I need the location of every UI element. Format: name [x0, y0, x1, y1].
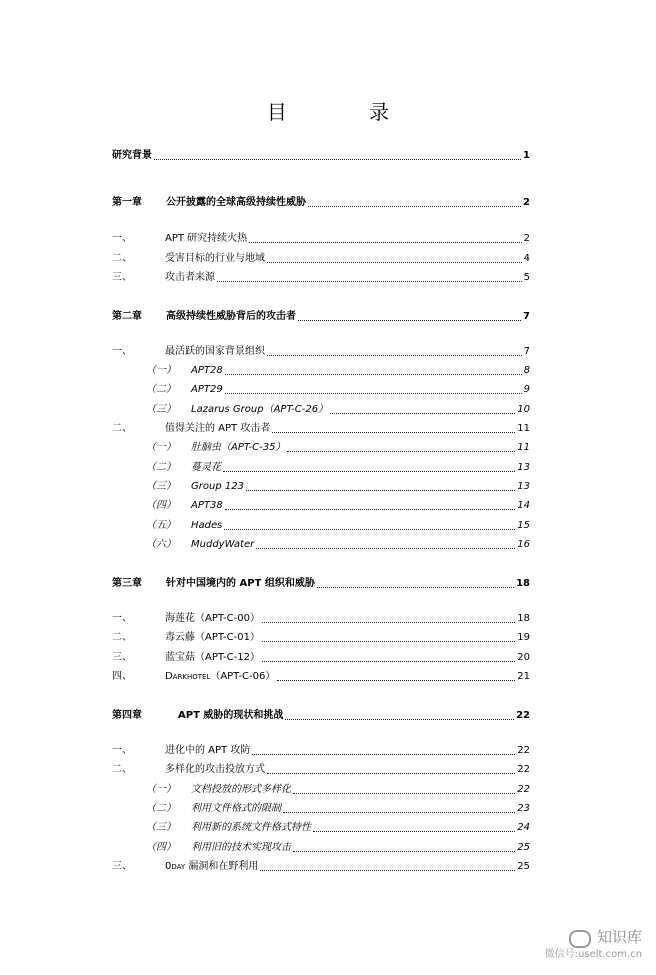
toc-entry[interactable] [112, 150, 530, 162]
toc-page: 18 [517, 613, 530, 624]
toc-label: 利用新的系统文件格式特性 [191, 822, 311, 833]
toc-entry[interactable] [112, 197, 530, 209]
toc-page: 18 [516, 578, 530, 589]
toc-page: 7 [523, 311, 530, 322]
toc-entry[interactable] [146, 442, 530, 454]
toc-label: 受害目标的行业与地域 [165, 253, 265, 264]
toc-number: （四） [146, 842, 176, 853]
toc-label: APT28 [191, 365, 223, 376]
toc-page: 15 [517, 520, 530, 531]
toc-entry[interactable] [112, 632, 530, 644]
toc-page: 2 [523, 233, 530, 244]
toc-number: 第四章 [112, 710, 142, 721]
toc-label: 蔓灵花 [191, 462, 221, 473]
toc-number: （一） [146, 784, 176, 795]
toc-page: 8 [523, 365, 530, 376]
toc-label: 利用文件格式的限制 [191, 803, 281, 814]
toc-entry[interactable] [146, 404, 530, 416]
toc-label: 值得关注的 APT 攻击者 [165, 423, 271, 434]
toc-number: 三、 [112, 272, 132, 283]
toc-entry[interactable] [112, 346, 530, 358]
toc-label: APT38 [191, 500, 223, 511]
toc-number: 第二章 [112, 311, 142, 322]
toc-page: 4 [523, 253, 530, 264]
toc-label: 最活跃的国家背景组织 [165, 346, 265, 357]
toc-number: （二） [146, 384, 176, 395]
toc-label: APT 研究持续火热 [165, 233, 248, 244]
toc-label: 海莲花（APT-C-00） [165, 613, 260, 624]
wechat-icon [569, 930, 591, 948]
toc-entry[interactable] [112, 272, 530, 284]
toc-entry[interactable] [112, 671, 530, 683]
toc-entry[interactable] [146, 365, 530, 377]
toc-page: 5 [523, 272, 530, 283]
toc-number: 二、 [112, 764, 132, 775]
toc-label: 多样化的攻击投放方式 [165, 764, 265, 775]
watermark-sub: 微信号:uselt.com.cn [544, 949, 642, 960]
toc-label: 研究背景 [112, 150, 152, 161]
toc-label: 文档投放的形式多样化 [191, 784, 291, 795]
toc-number: 一、 [112, 233, 132, 244]
toc-number: （一） [146, 365, 176, 376]
toc-label: 高级持续性威胁背后的攻击者 [166, 311, 296, 322]
toc-entry[interactable] [146, 539, 530, 551]
toc-page: 22 [517, 745, 530, 756]
toc-page: 19 [517, 632, 530, 643]
toc-label: Lazarus Group（APT-C-26） [191, 404, 329, 415]
toc-number: （四） [146, 500, 176, 511]
toc-entry[interactable] [112, 764, 530, 776]
toc-label: 攻击者来源 [165, 272, 215, 283]
toc-page: 13 [517, 462, 530, 473]
toc-number: （三） [146, 822, 176, 833]
toc-number: 第三章 [112, 578, 142, 589]
toc-page: 14 [517, 500, 530, 511]
toc-label: APT29 [191, 384, 223, 395]
toc-entry[interactable] [146, 384, 530, 396]
toc-page: 1 [523, 150, 530, 161]
toc-page: 22 [517, 764, 530, 775]
page-title: 目 录 [266, 100, 428, 124]
toc-entry[interactable] [112, 710, 530, 722]
toc-number: （二） [146, 462, 176, 473]
toc-entry[interactable] [112, 423, 530, 435]
toc-number: 一、 [112, 613, 132, 624]
toc-page: 23 [517, 803, 530, 814]
toc-label: 针对中国境内的 APT 组织和威胁 [166, 578, 315, 589]
toc-page: 22 [516, 710, 530, 721]
toc-number: 一、 [112, 346, 132, 357]
toc-page: 11 [517, 423, 530, 434]
toc-page: 11 [517, 442, 530, 453]
toc-page: 9 [523, 384, 530, 395]
toc-page: 21 [517, 671, 530, 682]
toc-page: 22 [517, 784, 530, 795]
toc-label: Group 123 [191, 481, 244, 492]
watermark [545, 930, 642, 961]
toc-number: 三、 [112, 652, 132, 663]
toc-page: 25 [517, 861, 530, 872]
toc-entry[interactable] [146, 462, 530, 474]
toc-entry[interactable] [112, 861, 530, 873]
toc-number: 第一章 [112, 197, 142, 208]
toc-entry[interactable] [146, 803, 530, 815]
toc-entry[interactable] [146, 842, 530, 854]
toc-number: （三） [146, 481, 176, 492]
toc-label: APT 威胁的现状和挑战 [178, 710, 284, 721]
toc-entry[interactable] [112, 253, 530, 265]
toc-entry[interactable] [146, 500, 530, 512]
toc-label: 利用旧的技术实现攻击 [191, 842, 291, 853]
toc-number: （一） [146, 442, 176, 453]
toc-page: 10 [517, 404, 530, 415]
toc-entry[interactable] [112, 745, 530, 757]
toc-label: 进化中的 APT 攻防 [165, 745, 251, 756]
toc-entry[interactable] [112, 578, 530, 590]
toc-number: （五） [146, 520, 176, 531]
toc-number: 二、 [112, 423, 132, 434]
toc-number: （三） [146, 404, 176, 415]
toc-label: 蓝宝菇（APT-C-12） [165, 652, 260, 663]
toc-label: 公开披露的全球高级持续性威胁 [166, 197, 306, 208]
toc-number: （二） [146, 803, 176, 814]
toc-page: 20 [517, 652, 530, 663]
toc-label: 0day 漏洞和在野利用 [165, 861, 259, 872]
toc-entry[interactable] [146, 822, 530, 834]
toc-page: 16 [517, 539, 530, 550]
toc-entry[interactable] [146, 481, 530, 493]
toc-page: 24 [517, 822, 530, 833]
toc-page: 2 [523, 197, 530, 208]
toc-label: Hades [191, 520, 223, 531]
toc-number: 二、 [112, 253, 132, 264]
toc-label: 毒云藤（APT-C-01） [165, 632, 260, 643]
toc-label: MuddyWater [191, 539, 255, 550]
toc-label: Darkhotel（APT-C-06） [165, 671, 276, 682]
toc-number: 三、 [112, 861, 132, 872]
toc-number: （六） [146, 539, 176, 550]
toc-entry[interactable] [112, 233, 530, 245]
toc-entry[interactable] [146, 520, 530, 532]
toc-label: 肚脑虫（APT-C-35） [191, 442, 286, 453]
toc-number: 四、 [112, 671, 132, 682]
toc-number: 一、 [112, 745, 132, 756]
toc-page: 13 [517, 481, 530, 492]
toc-entry[interactable] [112, 311, 530, 323]
watermark-brand: 知识库 [596, 928, 642, 946]
toc-page: 25 [517, 842, 530, 853]
toc-number: 二、 [112, 632, 132, 643]
toc-entry[interactable] [112, 613, 530, 625]
toc-page: 7 [523, 346, 530, 357]
toc-entry[interactable] [146, 784, 530, 796]
toc-entry[interactable] [112, 652, 530, 664]
